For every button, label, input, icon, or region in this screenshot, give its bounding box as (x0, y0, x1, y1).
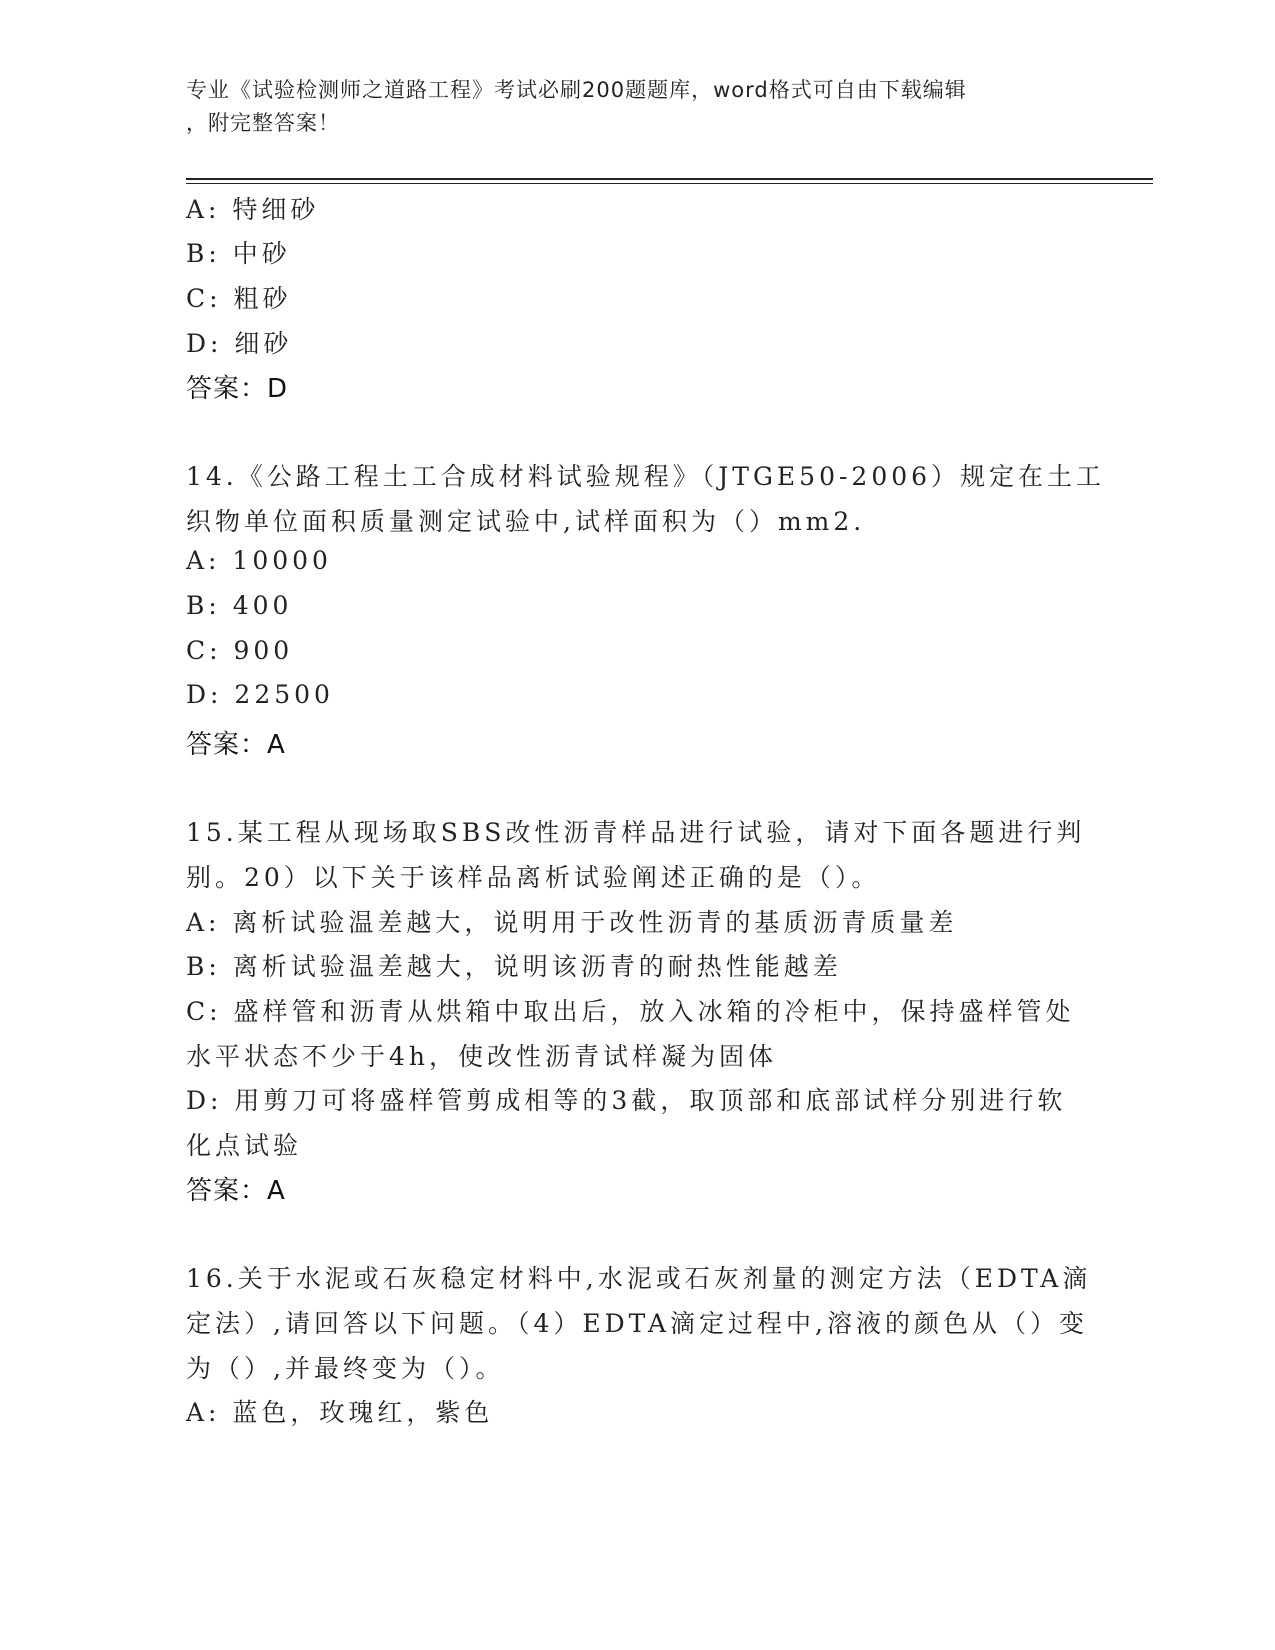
q14-stem-line-1: 14.《公路工程土工合成材料试验规程》（JTGE50-2006）规定在土工 (186, 462, 1106, 491)
document-header (186, 74, 1086, 140)
q15-option-d-cont: 化点试验 (186, 1131, 303, 1160)
q13-option-b: B: 中砂 (186, 239, 291, 268)
q15-option-c: C: 盛样管和沥青从烘箱中取出后，放入冰箱的冷柜中，保持盛样管处 (186, 997, 1075, 1026)
q13-option-a: A: 特细砂 (186, 195, 320, 224)
q13-option-d: D: 细砂 (186, 329, 293, 358)
q13-answer: 答案：D (186, 374, 289, 404)
q14-option-d: D: 22500 (186, 680, 334, 709)
q14-answer: 答案：A (186, 730, 286, 760)
q15-option-a: A: 离析试验温差越大，说明用于改性沥青的基质沥青质量差 (186, 908, 958, 937)
q15-stem-line-1: 15.某工程从现场取SBS改性沥青样品进行试验，请对下面各题进行判 (186, 818, 1086, 847)
q15-option-d: D: 用剪刀可将盛样管剪成相等的3截，取顶部和底部试样分别进行软 (186, 1086, 1067, 1115)
q14-stem-line-2: 织物单位面积质量测定试验中,试样面积为（）mm2. (186, 507, 866, 536)
q16-stem-line-3: 为（）,并最终变为（）。 (186, 1354, 505, 1383)
q14-option-b: B: 400 (186, 591, 293, 620)
q16-stem-line-1: 16.关于水泥或石灰稳定材料中,水泥或石灰剂量的测定方法（EDTA滴 (186, 1264, 1092, 1293)
q15-option-b: B: 离析试验温差越大，说明该沥青的耐热性能越差 (186, 952, 842, 981)
q14-option-a: A: 10000 (186, 546, 332, 575)
header-line-1: 专业《试验检测师之道路工程》考试必刷200题题库，word格式可自由下载编辑 (186, 78, 967, 102)
q14-option-c: C: 900 (186, 636, 294, 665)
q15-answer: 答案：A (186, 1176, 286, 1206)
header-line-2: ，附完整答案！ (186, 111, 340, 135)
q16-option-a: A: 蓝色，玫瑰红，紫色 (186, 1398, 494, 1427)
q13-option-c: C: 粗砂 (186, 284, 292, 313)
header-divider (186, 178, 1153, 180)
header-divider-thin (186, 183, 1153, 184)
q15-option-c-cont: 水平状态不少于4h，使改性沥青试样凝为固体 (186, 1042, 778, 1071)
q15-stem-line-2: 别。20）以下关于该样品离析试验阐述正确的是（）。 (186, 863, 881, 892)
q16-stem-line-2: 定法）,请回答以下问题。（4）EDTA滴定过程中,溶液的颜色从（）变 (186, 1309, 1088, 1338)
